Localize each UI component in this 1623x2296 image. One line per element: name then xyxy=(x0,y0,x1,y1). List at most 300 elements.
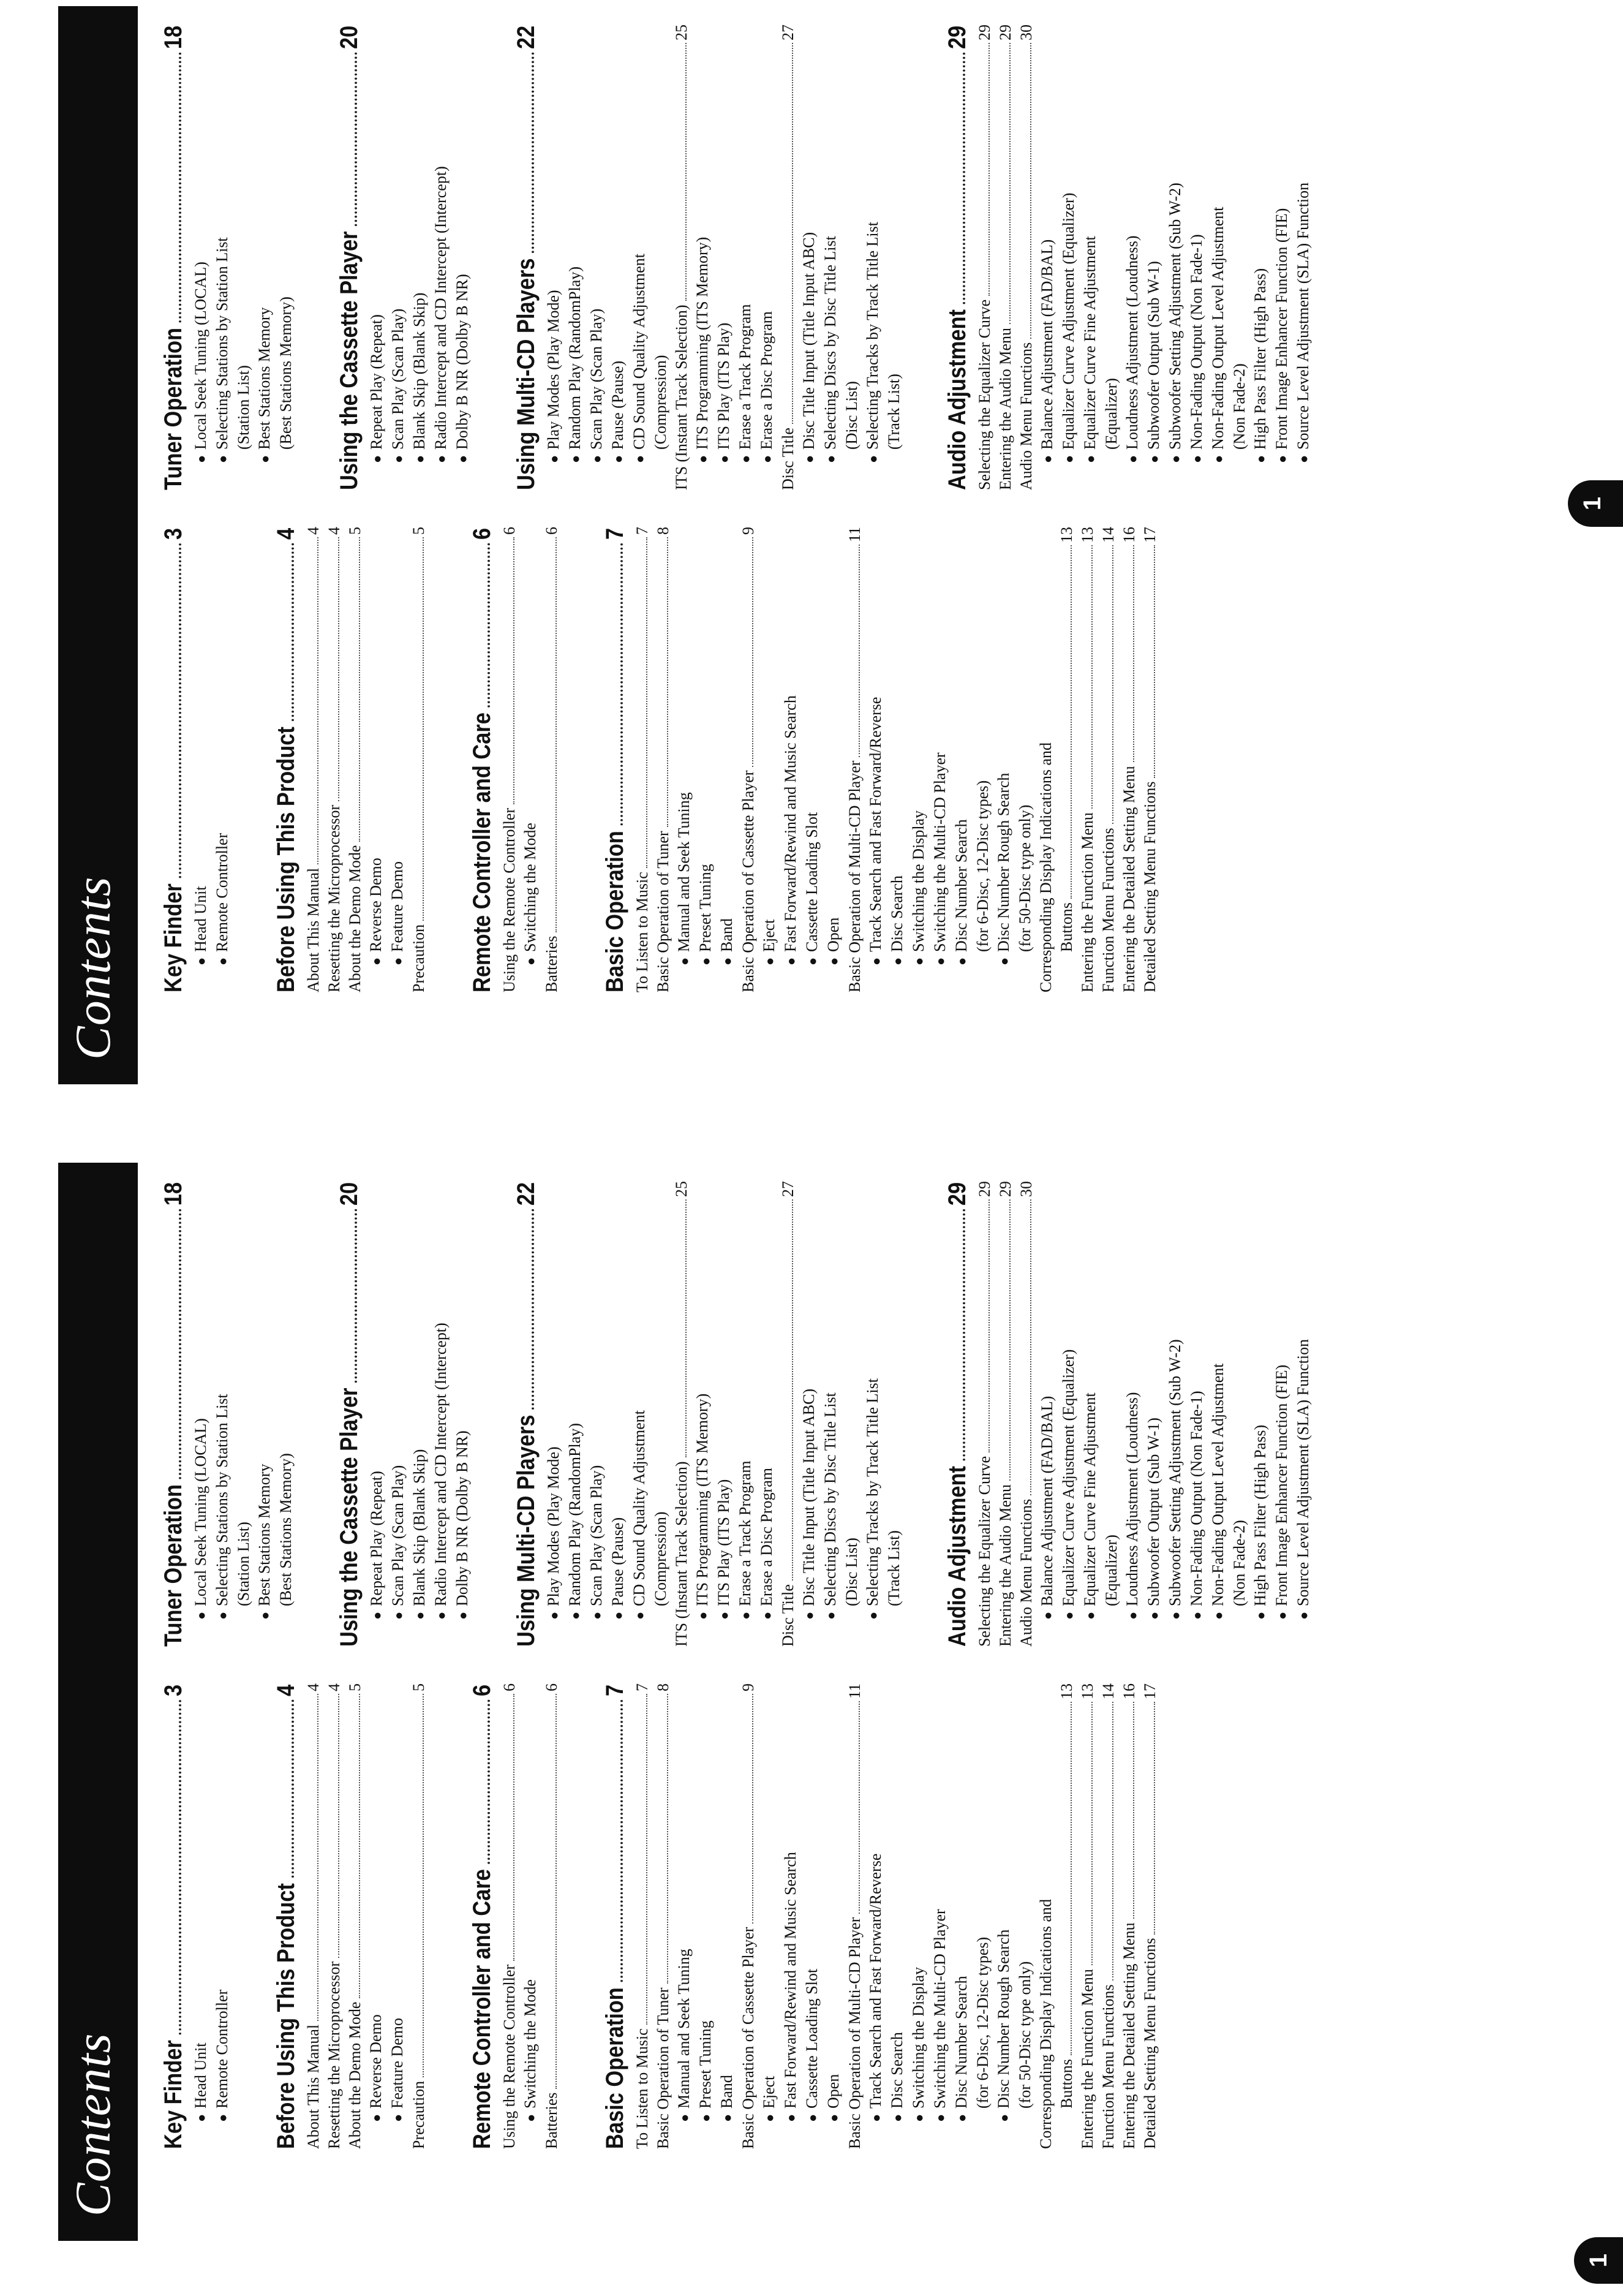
toc-entry[interactable] xyxy=(802,1683,823,2149)
toc-entry[interactable] xyxy=(759,1683,780,2149)
toc-entry[interactable] xyxy=(1143,25,1165,490)
bullet-icon: ● xyxy=(1211,1611,1226,1620)
toc-entry-page-number: 17 xyxy=(1141,527,1159,543)
toc-entry-page-number: 5 xyxy=(410,1683,427,1691)
leader-dots xyxy=(1133,545,1134,762)
toc-entry-text: Entering the Audio Menu xyxy=(996,1484,1014,1647)
toc-entry[interactable] xyxy=(1037,1181,1058,1647)
toc-entry-text: (Best Stations Memory) xyxy=(277,1453,295,1606)
bullet-icon: ● xyxy=(194,1611,209,1620)
leader-dots xyxy=(179,543,181,878)
bullet-icon: ● xyxy=(1296,1611,1311,1620)
toc-section xyxy=(156,25,296,490)
toc-entry[interactable] xyxy=(1119,1683,1140,2149)
toc-entry[interactable] xyxy=(865,1683,887,2149)
toc-entry-text: (Station List) xyxy=(235,365,252,450)
toc-entry[interactable] xyxy=(452,1181,473,1647)
toc-entry-text: Best Stations Memory xyxy=(255,307,273,450)
toc-entry[interactable] xyxy=(738,1683,759,2149)
toc-entry-text: Track Search and Fast Forward/Reverse xyxy=(867,697,884,952)
toc-entry[interactable] xyxy=(190,527,212,992)
toc-entry[interactable] xyxy=(1250,1181,1271,1647)
toc-entry[interactable] xyxy=(973,527,993,992)
toc-entry[interactable] xyxy=(366,1683,387,2149)
toc-entry[interactable] xyxy=(1080,25,1101,490)
toc-entry[interactable] xyxy=(823,527,845,992)
toc-entry-text: Preset Tuning xyxy=(696,2020,714,2109)
toc-entry-text: Batteries xyxy=(543,935,560,992)
toc-entry[interactable] xyxy=(1229,1181,1250,1647)
toc-entry[interactable] xyxy=(190,25,212,490)
toc-entry[interactable] xyxy=(345,1683,366,2149)
toc-entry-text: Buttons xyxy=(1058,902,1075,952)
bullet-icon: ● xyxy=(1189,1611,1205,1620)
toc-entry[interactable] xyxy=(345,527,366,992)
section-page-number: 18 xyxy=(160,1182,187,1206)
toc-entry[interactable] xyxy=(1098,1683,1119,2149)
toc-entry[interactable] xyxy=(653,1683,674,2149)
bullet-icon: ● xyxy=(1275,455,1290,463)
section-heading[interactable] xyxy=(332,1182,366,1647)
toc-entry[interactable] xyxy=(1186,25,1208,490)
toc-entry[interactable] xyxy=(951,1683,973,2149)
toc-entry[interactable] xyxy=(409,1683,429,2149)
toc-entry[interactable] xyxy=(887,1683,908,2149)
toc-entry[interactable] xyxy=(608,25,629,490)
toc-entry-text: Selecting Stations by Station List xyxy=(213,237,231,450)
toc-entry[interactable] xyxy=(212,527,233,992)
section-heading[interactable] xyxy=(940,26,974,490)
toc-entry-text: Equalizer Curve Adjustment (Equalizer) xyxy=(1060,192,1077,450)
toc-entry-text: Head Unit xyxy=(192,886,209,952)
bullet-icon: ● xyxy=(194,2113,209,2122)
bullet-icon: ● xyxy=(717,455,732,463)
leader-dots xyxy=(423,1694,424,2077)
toc-entry[interactable] xyxy=(388,1181,409,1647)
toc-entry-text: Local Seek Tuning (LOCAL) xyxy=(192,262,209,450)
toc-entry[interactable] xyxy=(499,527,520,992)
toc-entry[interactable] xyxy=(324,1683,345,2149)
toc-entry[interactable] xyxy=(254,25,276,490)
toc-entry[interactable] xyxy=(650,25,671,490)
toc-entry[interactable] xyxy=(993,1683,1015,2149)
toc-entry-text: Fast Forward/Rewind and Music Search xyxy=(781,1852,799,2109)
toc-entry[interactable] xyxy=(908,1683,930,2149)
toc-entry[interactable] xyxy=(671,25,692,490)
bullet-icon: ● xyxy=(759,455,775,463)
bullet-icon: ● xyxy=(1168,1611,1183,1620)
toc-entry[interactable] xyxy=(865,527,887,992)
section-heading-text: Basic Operation xyxy=(601,1987,628,2149)
toc-entry[interactable] xyxy=(303,1683,324,2149)
section-heading[interactable] xyxy=(509,1182,543,1647)
toc-entry[interactable] xyxy=(586,1181,608,1647)
toc-entry-text: Subwoofer Setting Adjustment (Sub W-2) xyxy=(1166,1339,1184,1606)
leader-dots xyxy=(488,543,490,707)
toc-entry[interactable] xyxy=(930,1683,951,2149)
toc-entry-text: To Listen to Music xyxy=(633,2028,651,2149)
toc-entry[interactable] xyxy=(276,1181,296,1647)
toc-entry-text: Switching the Multi-CD Player xyxy=(931,1909,949,2109)
toc-entry-text: High Pass Filter (High Pass) xyxy=(1251,1424,1269,1606)
leader-dots xyxy=(555,1694,557,2089)
toc-entry[interactable] xyxy=(778,25,799,490)
section-heading-text: Before Using This Product xyxy=(273,727,299,992)
toc-entry-page-number: 27 xyxy=(779,1181,797,1197)
toc-entry[interactable] xyxy=(653,527,674,992)
toc-entry[interactable] xyxy=(431,1181,452,1647)
toc-entry[interactable] xyxy=(388,25,409,490)
leader-dots xyxy=(179,52,181,322)
toc-entry[interactable] xyxy=(1016,25,1037,490)
toc-entry[interactable] xyxy=(303,527,324,992)
toc-entry[interactable] xyxy=(1208,25,1229,490)
toc-entry[interactable] xyxy=(738,527,759,992)
toc-entry[interactable] xyxy=(884,25,905,490)
section-page-number: 3 xyxy=(160,527,187,540)
toc-entry[interactable] xyxy=(674,1683,695,2149)
section-heading[interactable] xyxy=(269,528,303,992)
toc-entry[interactable] xyxy=(387,527,409,992)
leader-dots xyxy=(338,1694,339,1958)
toc-entry[interactable] xyxy=(212,1181,233,1647)
toc-entry[interactable] xyxy=(1036,527,1056,992)
toc-entry[interactable] xyxy=(1037,25,1058,490)
toc-entry[interactable] xyxy=(671,1181,692,1647)
section-heading[interactable] xyxy=(940,1182,974,1647)
toc-entry-page-number: 8 xyxy=(654,527,672,535)
toc-entry[interactable] xyxy=(1077,1683,1098,2149)
section-heading[interactable] xyxy=(332,26,366,490)
toc-entry-text: Resetting the Microprocessor xyxy=(325,804,343,992)
toc-entry-text: Balance Adjustment (FAD/BAL) xyxy=(1038,239,1056,450)
toc-entry[interactable] xyxy=(1271,1181,1293,1647)
toc-entry-page-number: 9 xyxy=(739,527,757,535)
toc-entry-text: Subwoofer Output (Sub W-1) xyxy=(1145,261,1162,450)
toc-entry[interactable] xyxy=(629,25,650,490)
toc-entry[interactable] xyxy=(735,25,756,490)
toc-entry[interactable] xyxy=(1250,25,1271,490)
toc-entry[interactable] xyxy=(1140,527,1161,992)
toc-entry[interactable] xyxy=(254,1181,276,1647)
toc-entry[interactable] xyxy=(1101,1181,1122,1647)
toc-entry-text: Switching the Mode xyxy=(521,823,539,952)
toc-entry[interactable] xyxy=(862,25,884,490)
toc-entry-text: (for 50-Disc type only) xyxy=(1016,1961,1034,2109)
toc-entry-text: Basic Operation of Tuner xyxy=(654,831,672,992)
toc-entry[interactable] xyxy=(820,1181,842,1647)
toc-entry[interactable] xyxy=(1101,25,1122,490)
toc-entry[interactable] xyxy=(714,1181,735,1647)
toc-entry[interactable] xyxy=(1058,25,1080,490)
toc-entry-page-number: 6 xyxy=(500,1683,518,1691)
section-heading[interactable] xyxy=(156,1182,190,1647)
toc-entry[interactable] xyxy=(190,1683,212,2149)
toc-entry-text: Reverse Demo xyxy=(367,858,385,952)
toc-entry[interactable] xyxy=(802,527,823,992)
bullet-icon: ● xyxy=(369,1611,385,1620)
toc-entry[interactable] xyxy=(780,527,802,992)
section-heading[interactable] xyxy=(156,528,190,992)
toc-entry[interactable] xyxy=(233,25,254,490)
toc-entry[interactable] xyxy=(974,25,995,490)
toc-entry[interactable] xyxy=(276,25,296,490)
toc-entry[interactable] xyxy=(1271,25,1293,490)
toc-entry-text: Feature Demo xyxy=(388,861,406,952)
toc-entry[interactable] xyxy=(692,25,714,490)
toc-section xyxy=(465,527,562,992)
toc-entry[interactable] xyxy=(845,527,865,992)
toc-entry-text: Function Menu Functions xyxy=(1099,1984,1117,2149)
toc-entry[interactable] xyxy=(993,527,1015,992)
leader-dots xyxy=(1091,545,1093,809)
leader-dots xyxy=(667,1694,668,1984)
toc-entry-text: Head Unit xyxy=(192,2042,209,2109)
toc-entry-text: Non-Fading Output Level Adjustment xyxy=(1209,1363,1227,1606)
leader-dots xyxy=(1030,1199,1031,1495)
toc-entry-text: Balance Adjustment (FAD/BAL) xyxy=(1038,1395,1056,1606)
toc-entry[interactable] xyxy=(650,1181,671,1647)
toc-entry[interactable] xyxy=(499,1683,520,2149)
toc-entry[interactable] xyxy=(780,1683,802,2149)
toc-entry[interactable] xyxy=(565,1181,586,1647)
toc-entry-text: Entering the Detailed Setting Menu xyxy=(1120,766,1138,992)
toc-entry[interactable] xyxy=(908,527,930,992)
toc-entry-page-number: 16 xyxy=(1120,1683,1138,1699)
toc-entry[interactable] xyxy=(974,1181,995,1647)
toc-entry[interactable] xyxy=(366,527,387,992)
section-heading[interactable] xyxy=(269,1685,303,2149)
toc-entry-text: Cassette Loading Slot xyxy=(803,1968,821,2109)
toc-entry[interactable] xyxy=(842,25,862,490)
toc-entry[interactable] xyxy=(366,25,388,490)
toc-entry[interactable] xyxy=(845,1683,865,2149)
bullet-icon: ● xyxy=(546,455,562,463)
bullet-icon: ● xyxy=(911,957,927,965)
toc-entry[interactable] xyxy=(1016,1181,1037,1647)
toc-entry[interactable] xyxy=(565,25,586,490)
bullet-icon: ● xyxy=(759,1611,775,1620)
section-heading[interactable] xyxy=(598,1685,632,2149)
toc-entry[interactable] xyxy=(366,1181,388,1647)
bullet-icon: ● xyxy=(1211,455,1226,463)
bullet-icon: ● xyxy=(194,455,209,463)
toc-entry-text: Erase a Disc Program xyxy=(758,1468,775,1606)
leader-dots xyxy=(685,1199,687,1457)
section-heading[interactable] xyxy=(509,26,543,490)
bullet-icon: ● xyxy=(412,1611,427,1620)
toc-entry[interactable] xyxy=(1058,1181,1080,1647)
toc-entry[interactable] xyxy=(714,25,735,490)
toc-entry[interactable] xyxy=(520,527,541,992)
toc-entry[interactable] xyxy=(541,527,562,992)
section-page-number: 18 xyxy=(160,25,187,50)
toc-entry[interactable] xyxy=(930,527,951,992)
toc-entry[interactable] xyxy=(842,1181,862,1647)
toc-entry[interactable] xyxy=(1036,1683,1056,2149)
section-heading[interactable] xyxy=(156,26,190,490)
toc-entry[interactable] xyxy=(695,527,717,992)
toc-entry-text: (Track List) xyxy=(885,1530,903,1606)
toc-entry[interactable] xyxy=(409,527,429,992)
toc-entry-page-number: 7 xyxy=(633,1683,651,1691)
bullet-icon: ● xyxy=(257,1611,273,1620)
toc-entry[interactable] xyxy=(862,1181,884,1647)
toc-entry[interactable] xyxy=(324,527,345,992)
bullet-icon: ● xyxy=(391,455,406,463)
toc-entry[interactable] xyxy=(1229,25,1250,490)
toc-entry-page-number: 8 xyxy=(654,1683,672,1691)
toc-entry[interactable] xyxy=(1098,527,1119,992)
toc-entry-page-number: 4 xyxy=(304,1683,322,1691)
toc-entry[interactable] xyxy=(717,1683,738,2149)
toc-entry[interactable] xyxy=(1208,1181,1229,1647)
toc-entry[interactable] xyxy=(1143,1181,1165,1647)
bullet-icon: ● xyxy=(1189,455,1205,463)
toc-entry[interactable] xyxy=(520,1683,541,2149)
toc-entry[interactable] xyxy=(632,1683,653,2149)
toc-entry-text: Remote Controller xyxy=(213,833,231,952)
leader-dots xyxy=(179,1209,181,1479)
toc-entry-text: Subwoofer Setting Adjustment (Sub W-2) xyxy=(1166,183,1184,450)
toc-entry[interactable] xyxy=(887,527,908,992)
section-heading[interactable] xyxy=(465,1685,499,2149)
toc-entry[interactable] xyxy=(735,1181,756,1647)
toc-entry[interactable] xyxy=(586,25,608,490)
toc-entry[interactable] xyxy=(717,527,738,992)
toc-entry[interactable] xyxy=(431,25,452,490)
toc-entry-text: (Disc List) xyxy=(843,381,860,450)
toc-entry-text: Corresponding Display Indications and xyxy=(1037,1899,1055,2149)
toc-entry-text: Selecting the Equalizer Curve xyxy=(976,299,993,490)
toc-section xyxy=(465,1683,562,2149)
contents-page-bottom xyxy=(0,1150,1623,2296)
toc-entry[interactable] xyxy=(884,1181,905,1647)
toc-entry-page-number: 4 xyxy=(325,1683,343,1691)
toc-entry[interactable] xyxy=(1015,1683,1036,2149)
toc-entry[interactable] xyxy=(799,25,820,490)
bullet-icon: ● xyxy=(568,1611,583,1620)
toc-entry[interactable] xyxy=(756,25,778,490)
toc-entry[interactable] xyxy=(674,527,695,992)
toc-entry-text: High Pass Filter (High Pass) xyxy=(1251,268,1269,450)
toc-entry-text: Equalizer Curve Adjustment (Equalizer) xyxy=(1060,1349,1077,1606)
toc-entry[interactable] xyxy=(212,1683,233,2149)
toc-section xyxy=(156,1683,233,2149)
toc-entry[interactable] xyxy=(1077,527,1098,992)
toc-entry[interactable] xyxy=(629,1181,650,1647)
toc-entry[interactable] xyxy=(756,1181,778,1647)
toc-entry-text: Radio Intercept and CD Intercept (Intercept) xyxy=(432,1323,450,1606)
contents-page-top xyxy=(0,0,1623,1139)
section-heading[interactable] xyxy=(156,1685,190,2149)
toc-entry[interactable] xyxy=(543,1181,565,1647)
bullet-icon: ● xyxy=(434,1611,449,1620)
toc-entry[interactable] xyxy=(692,1181,714,1647)
toc-entry-text: Non-Fading Output Level Adjustment xyxy=(1209,206,1227,450)
toc-entry[interactable] xyxy=(632,527,653,992)
section-heading-text: Key Finder xyxy=(160,2040,187,2149)
bullet-icon: ● xyxy=(826,2113,842,2122)
toc-entry[interactable] xyxy=(1122,1181,1143,1647)
toc-entry[interactable] xyxy=(995,1181,1016,1647)
toc-entry[interactable] xyxy=(543,25,565,490)
toc-entry-text: Play Modes (Play Mode) xyxy=(544,290,562,450)
toc-entry[interactable] xyxy=(1056,1683,1077,2149)
toc-entry[interactable] xyxy=(452,25,473,490)
toc-entry-text: (Best Stations Memory) xyxy=(277,296,295,450)
toc-entry[interactable] xyxy=(1293,1181,1314,1647)
toc-entry-page-number: 11 xyxy=(846,1683,864,1699)
leader-dots xyxy=(1009,1199,1011,1481)
toc-entry[interactable] xyxy=(1015,527,1036,992)
section-page-number: 20 xyxy=(336,25,363,50)
toc-entry[interactable] xyxy=(1186,1181,1208,1647)
toc-entry[interactable] xyxy=(212,25,233,490)
toc-entry-text: Basic Operation of Multi-CD Player xyxy=(846,1917,864,2149)
toc-entry[interactable] xyxy=(1165,1181,1186,1647)
toc-entry-text: (Equalizer) xyxy=(1102,1535,1120,1606)
toc-entry[interactable] xyxy=(387,1683,409,2149)
section-heading[interactable] xyxy=(465,528,499,992)
toc-entry[interactable] xyxy=(233,1181,254,1647)
toc-entry[interactable] xyxy=(1122,25,1143,490)
toc-entry-text: Basic Operation of Cassette Player xyxy=(739,770,757,992)
toc-entry[interactable] xyxy=(799,1181,820,1647)
toc-entry[interactable] xyxy=(1140,1683,1161,2149)
bullet-icon: ● xyxy=(215,2113,230,2122)
toc-entry-text: Detailed Setting Menu Functions xyxy=(1141,1938,1159,2149)
toc-entry-text: Selecting the Equalizer Curve xyxy=(976,1456,993,1647)
toc-entry[interactable] xyxy=(1119,527,1140,992)
toc-entry[interactable] xyxy=(951,527,973,992)
toc-entry-text: Eject xyxy=(760,2075,778,2109)
toc-section xyxy=(598,527,1161,992)
toc-entry-text: Fast Forward/Rewind and Music Search xyxy=(781,695,799,952)
toc-entry[interactable] xyxy=(409,25,431,490)
bullet-icon: ● xyxy=(1168,455,1183,463)
leader-dots xyxy=(963,52,965,304)
bullet-icon: ● xyxy=(1253,1611,1268,1620)
toc-entry[interactable] xyxy=(1165,25,1186,490)
toc-entry[interactable] xyxy=(973,1683,993,2149)
toc-entry[interactable] xyxy=(409,1181,431,1647)
bullet-icon: ● xyxy=(802,455,817,463)
toc-entry-text: Using the Remote Controller xyxy=(500,807,518,992)
toc-entry[interactable] xyxy=(541,1683,562,2149)
toc-entry[interactable] xyxy=(1293,25,1314,490)
toc-entry-text: Selecting Discs by Disc Title List xyxy=(821,1392,839,1606)
toc-entry[interactable] xyxy=(823,1683,845,2149)
toc-entry[interactable] xyxy=(820,25,842,490)
toc-entry[interactable] xyxy=(759,527,780,992)
toc-entry[interactable] xyxy=(608,1181,629,1647)
toc-entry[interactable] xyxy=(1080,1181,1101,1647)
toc-entry[interactable] xyxy=(778,1181,799,1647)
toc-entry[interactable] xyxy=(190,1181,212,1647)
section-heading-text: Using the Cassette Player xyxy=(336,1388,363,1647)
toc-entry[interactable] xyxy=(1056,527,1077,992)
bullet-icon: ● xyxy=(1125,455,1140,463)
toc-entry[interactable] xyxy=(695,1683,717,2149)
toc-entry[interactable] xyxy=(995,25,1016,490)
leader-dots xyxy=(646,1694,647,2025)
toc-section xyxy=(156,1181,296,1647)
bullet-icon: ● xyxy=(369,455,385,463)
section-heading[interactable] xyxy=(598,528,632,992)
toc-entry-text: Band xyxy=(718,2075,736,2109)
toc-section xyxy=(332,1181,473,1647)
